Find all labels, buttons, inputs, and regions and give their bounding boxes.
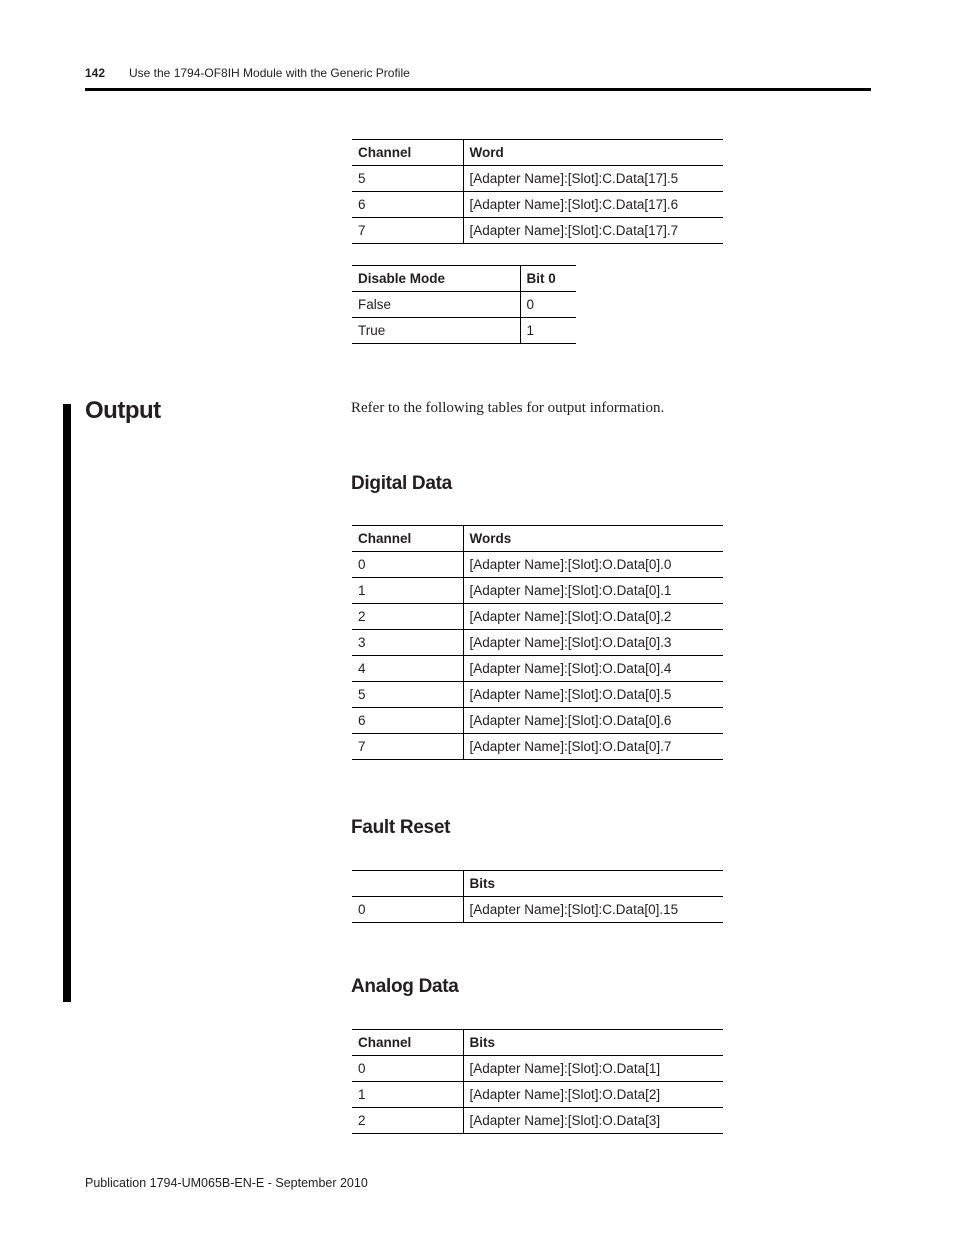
table-row (352, 682, 723, 708)
table-cell: [Adapter Name]:[Slot]:O.Data[0].4 (463, 656, 723, 682)
table-row (352, 192, 723, 218)
table-cell: 2 (352, 604, 463, 630)
digital-data-table (352, 525, 723, 760)
table-row (352, 708, 723, 734)
table-row (352, 166, 723, 192)
page-number: 142 (85, 66, 106, 80)
table-cell: [Adapter Name]:[Slot]:O.Data[0].2 (463, 604, 723, 630)
analog-data-heading: Analog Data (351, 976, 459, 997)
table-cell: [Adapter Name]:[Slot]:O.Data[2] (463, 1082, 723, 1108)
table-row (352, 552, 723, 578)
analog-data-table (352, 1029, 723, 1134)
table-row (352, 897, 723, 923)
table-cell: 5 (352, 166, 463, 192)
table-row (352, 318, 576, 344)
table-cell: 0 (352, 1056, 463, 1082)
channel-word-table (352, 139, 723, 244)
table-cell: 1 (352, 1082, 463, 1108)
table-row (352, 734, 723, 760)
table-row (352, 1056, 723, 1082)
table-cell: 7 (352, 734, 463, 760)
disable-mode-table (352, 265, 576, 344)
table-cell: 5 (352, 682, 463, 708)
column-header: Channel (352, 1030, 463, 1056)
table-cell: 6 (352, 708, 463, 734)
table-cell: [Adapter Name]:[Slot]:O.Data[0].1 (463, 578, 723, 604)
table-cell: 2 (352, 1108, 463, 1134)
column-header (352, 871, 463, 897)
column-header: Channel (352, 140, 463, 166)
column-header: Disable Mode (352, 266, 520, 292)
table-row (352, 1082, 723, 1108)
table-cell: [Adapter Name]:[Slot]:C.Data[17].7 (463, 218, 723, 244)
table-cell: [Adapter Name]:[Slot]:O.Data[1] (463, 1056, 723, 1082)
table-cell: [Adapter Name]:[Slot]:C.Data[17].5 (463, 166, 723, 192)
publication-footer: Publication 1794-UM065B-EN-E - September 2010 (85, 1176, 368, 1190)
table-cell: [Adapter Name]:[Slot]:O.Data[0].6 (463, 708, 723, 734)
table-cell: 1 (520, 318, 576, 344)
column-header: Channel (352, 526, 463, 552)
table-cell: 0 (352, 897, 463, 923)
section-title: Output (85, 397, 161, 424)
table-cell: 7 (352, 218, 463, 244)
running-header-title: Use the 1794-OF8IH Module with the Generic Profile (129, 66, 410, 80)
fault-reset-table (352, 870, 723, 923)
table-cell: True (352, 318, 520, 344)
digital-data-heading: Digital Data (351, 473, 452, 494)
table-row (352, 292, 576, 318)
table-cell: 0 (352, 552, 463, 578)
table-cell: 0 (520, 292, 576, 318)
column-header: Bits (463, 871, 723, 897)
table-row (352, 604, 723, 630)
table-cell: [Adapter Name]:[Slot]:O.Data[0].5 (463, 682, 723, 708)
table-cell: 4 (352, 656, 463, 682)
table-cell: 1 (352, 578, 463, 604)
table-row (352, 630, 723, 656)
column-header: Bit 0 (520, 266, 576, 292)
table-row (352, 218, 723, 244)
fault-reset-heading: Fault Reset (351, 817, 451, 838)
column-header: Word (463, 140, 723, 166)
section-margin-bar (63, 404, 71, 1002)
table-row (352, 656, 723, 682)
table-cell: [Adapter Name]:[Slot]:O.Data[0].3 (463, 630, 723, 656)
table-cell: 6 (352, 192, 463, 218)
table-row (352, 578, 723, 604)
column-header: Bits (463, 1030, 723, 1056)
intro-paragraph: Refer to the following tables for output information. (351, 400, 665, 416)
table-cell: [Adapter Name]:[Slot]:O.Data[0].0 (463, 552, 723, 578)
table-cell: False (352, 292, 520, 318)
column-header: Words (463, 526, 723, 552)
table-row (352, 1108, 723, 1134)
table-cell: [Adapter Name]:[Slot]:C.Data[17].6 (463, 192, 723, 218)
header-rule (85, 88, 871, 91)
table-cell: 3 (352, 630, 463, 656)
table-cell: [Adapter Name]:[Slot]:O.Data[0].7 (463, 734, 723, 760)
table-cell: [Adapter Name]:[Slot]:O.Data[3] (463, 1108, 723, 1134)
table-cell: [Adapter Name]:[Slot]:C.Data[0].15 (463, 897, 723, 923)
